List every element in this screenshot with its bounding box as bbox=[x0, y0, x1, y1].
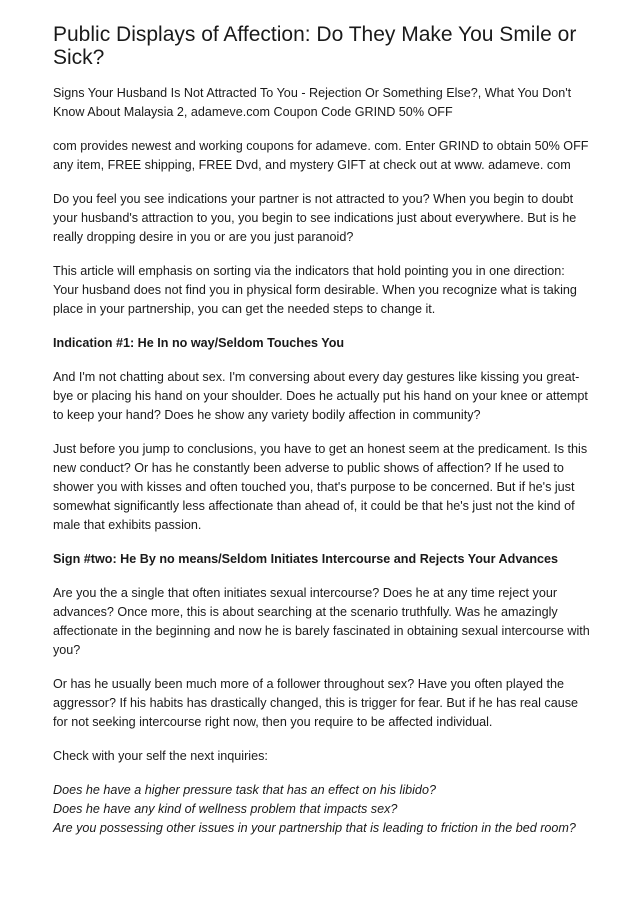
paragraph: Check with your self the next inquiries: bbox=[53, 749, 268, 763]
paragraph: And I'm not chatting about sex. I'm conversing about every day gestures like kissing you great-bye or placing his hand on your shoulder. Does he actually put his hand on your knee or attempt to keep your hand? Does he show any variety bodily affection in community? bbox=[53, 370, 588, 422]
paragraph: Or has he usually been much more of a follower throughout sex? Have you often played the aggressor? If his habits has drastically changed, this is trigger for fear. But if he has real cause for not seeking intercourse right now, then you require to be affected individual. bbox=[53, 677, 579, 729]
section-heading: Indication #1: He In no way/Seldom Touches You bbox=[53, 336, 345, 350]
question-item: Are you possessing other issues in your partnership that is leading to friction in the bed room? bbox=[53, 821, 576, 835]
page-title: Public Displays of Affection: Do They Make You Smile or Sick? bbox=[53, 23, 577, 69]
paragraph: com provides newest and working coupons for adameve. com. Enter GRIND to obtain 50% OFF any item, FREE shipping, FREE Dvd, and mystery GIFT at check out at www. adameve. com bbox=[53, 139, 589, 172]
paragraph: Are you the a single that often initiates sexual intercourse? Does he at any time reject your advances? Once more, this is about searching at the scenario truthfully. Was he amazingly affectionate in the beginning and now he is barely fascinated in obtaining sexual intercourse with you? bbox=[53, 586, 590, 657]
question-list bbox=[53, 781, 593, 838]
question-item: Does he have any kind of wellness problem that impacts sex? bbox=[53, 802, 398, 816]
paragraph: Do you feel you see indications your partner is not attracted to you? When you begin to doubt your husband's attraction to you, you begin to see indications just about everywhere. But is he really dropping desire in you or are you just paranoid? bbox=[53, 192, 577, 244]
document-page bbox=[53, 23, 593, 853]
paragraph: Just before you jump to conclusions, you have to get an honest seem at the predicament. Is this new conduct? Or has he constantly been adverse to public shows of affection? If he used to shower you with kisses and often touched you, that's purpose to be concerned. But if he's just somewhat significantly less affectionate than ahead of, it could be that he's just not the kind of male that exhibits passion. bbox=[53, 442, 588, 532]
question-item: Does he have a higher pressure task that has an effect on his libido? bbox=[53, 783, 436, 797]
paragraph: Signs Your Husband Is Not Attracted To You - Rejection Or Something Else?, What You Don't Know About Malaysia 2, adameve.com Coupon Code GRIND 50% OFF bbox=[53, 86, 572, 119]
paragraph: This article will emphasis on sorting via the indicators that hold pointing you in one direction: Your husband does not find you in physical form desirable. When you recognize what is taking place in your partnership, you can get the needed steps to change it. bbox=[53, 264, 577, 316]
section-heading: Sign #two: He By no means/Seldom Initiates Intercourse and Rejects Your Advances bbox=[53, 552, 559, 566]
